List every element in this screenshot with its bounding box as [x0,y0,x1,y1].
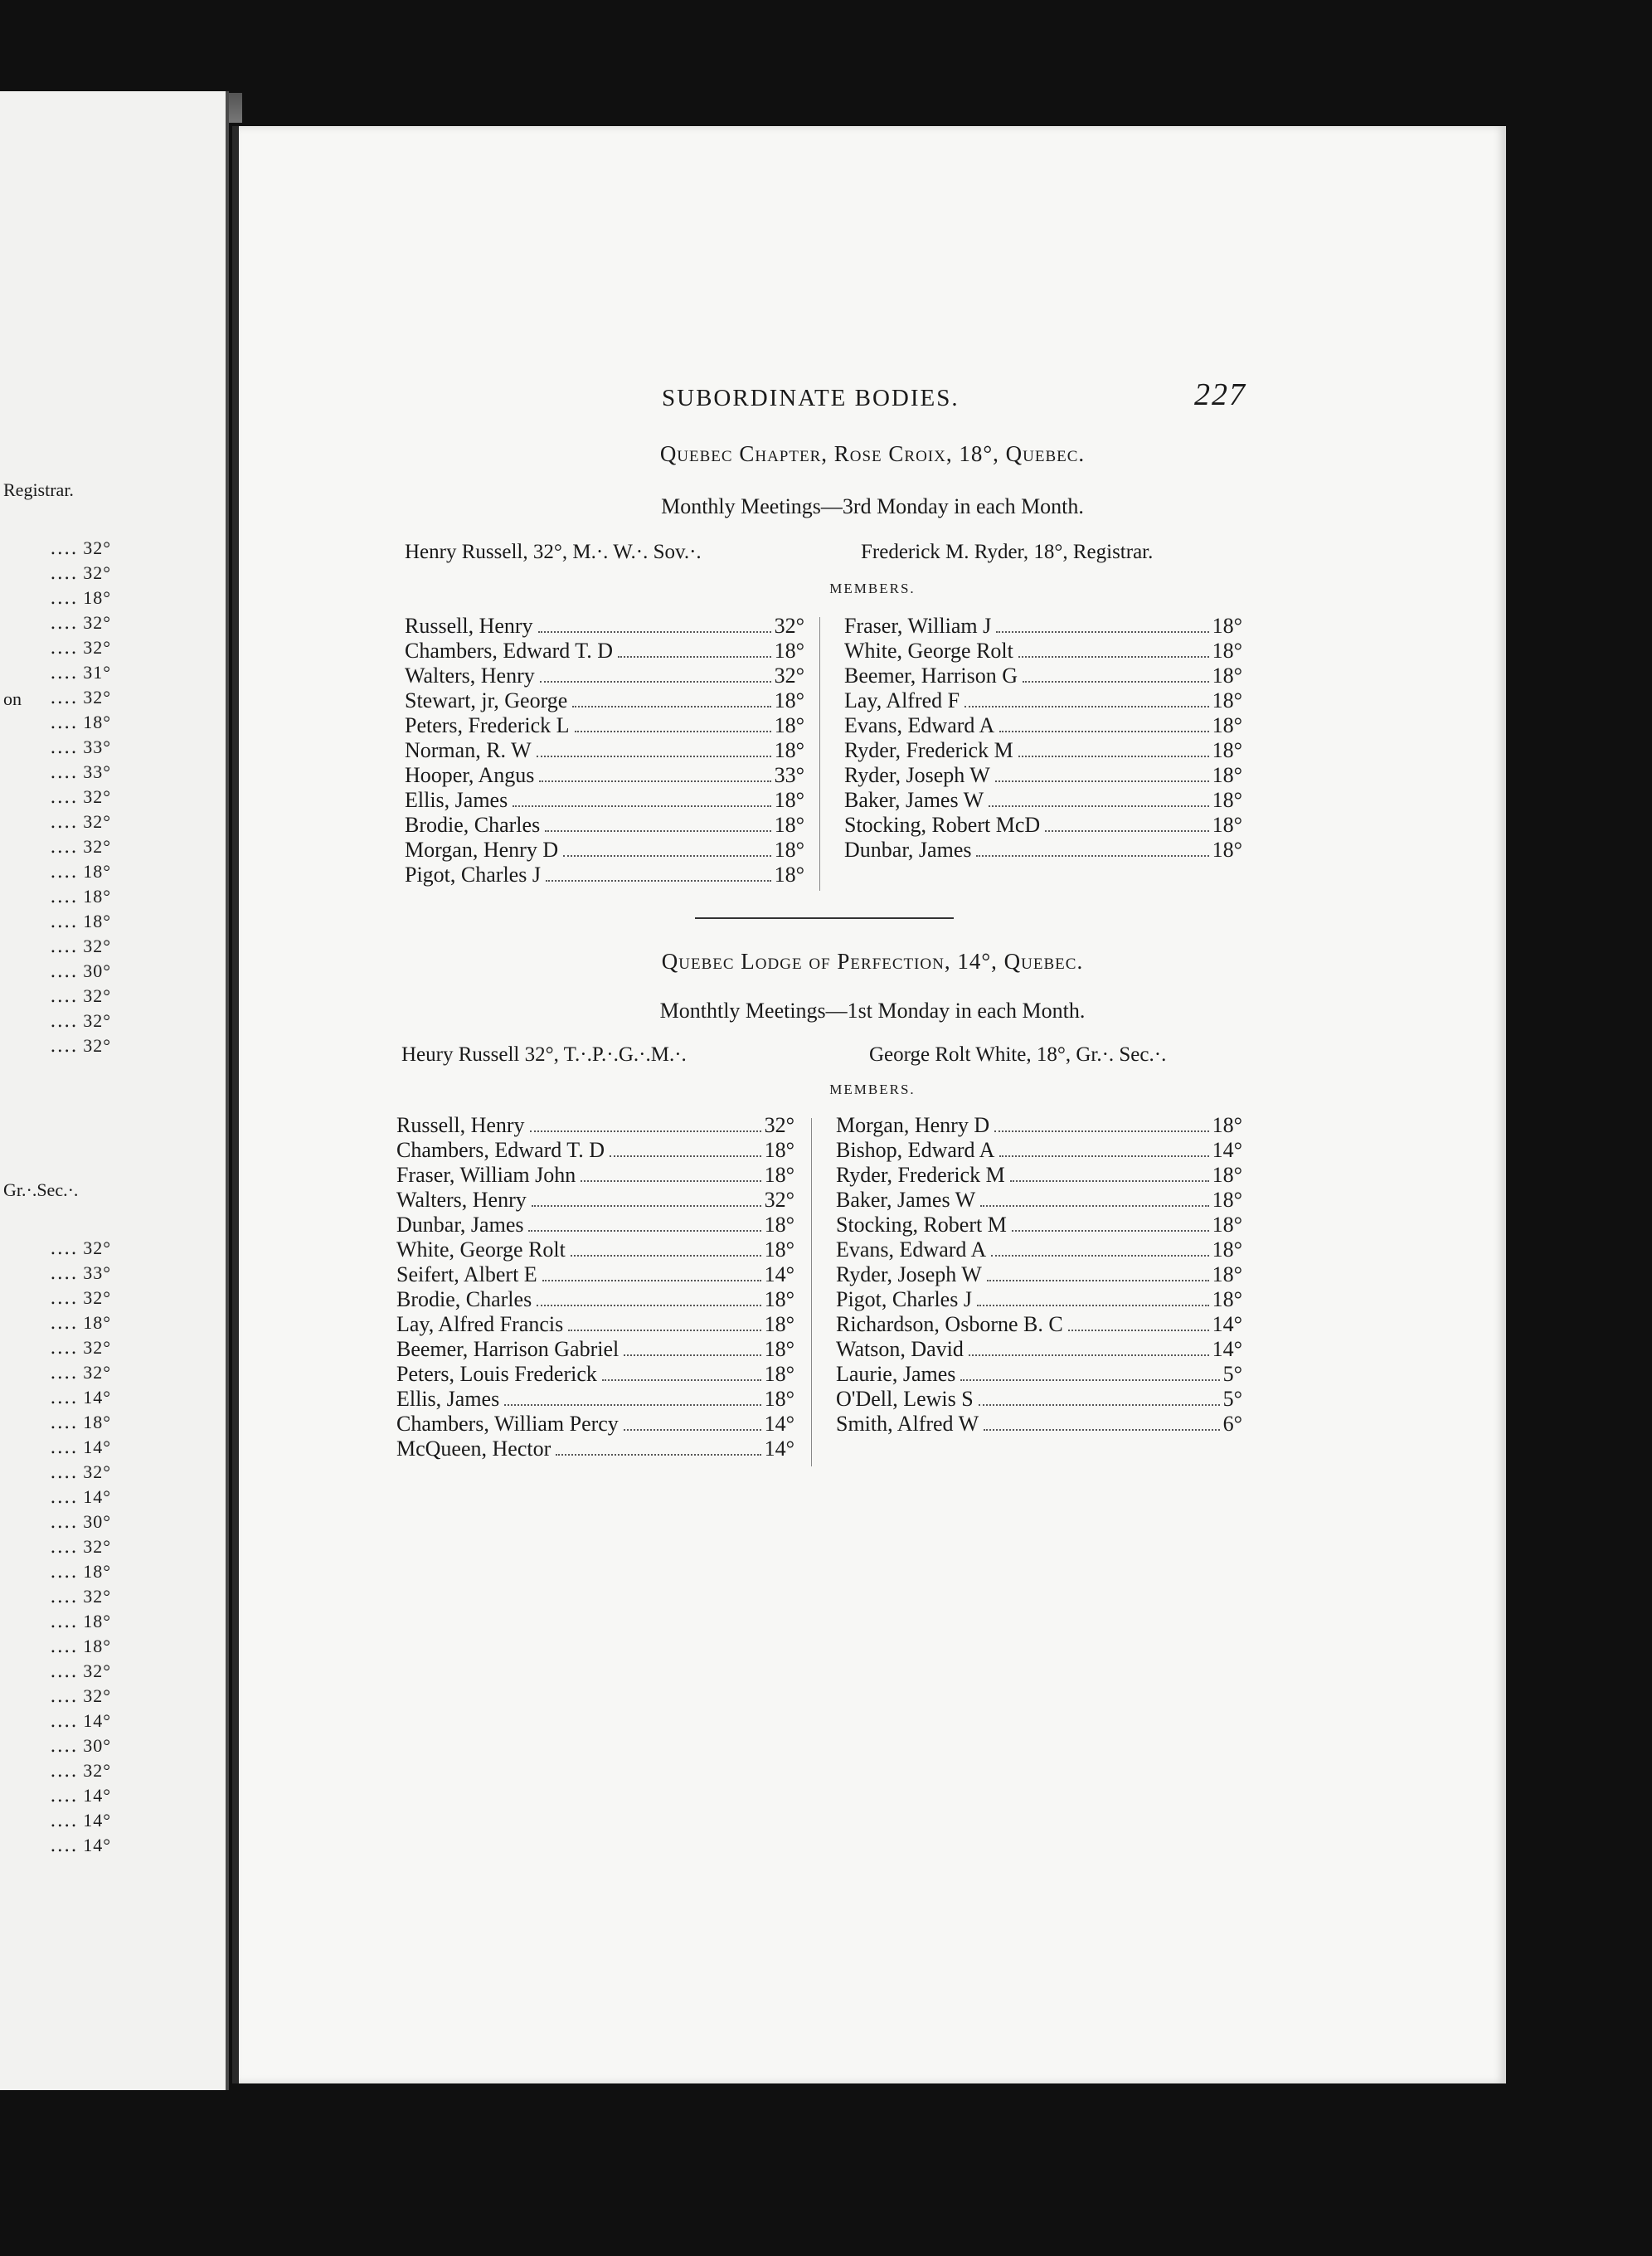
left-degree: ․․․․ 18° [50,861,111,882]
leader-dots [1023,681,1209,683]
member-degree: 18° [764,1138,794,1162]
leader-dots [960,1379,1219,1381]
left-degree: ․․․․ 32° [50,562,111,583]
left-degree: ․․․․ 14° [50,1387,111,1408]
leader-dots [979,1404,1220,1406]
left-degree: ․․․․ 32° [50,1586,111,1607]
member-row [836,1387,1242,1412]
left-degree: ․․․․ 32° [50,1660,111,1681]
leader-dots [556,1454,760,1456]
member-row [844,738,1242,763]
member-degree: 18° [764,1287,794,1311]
member-degree: 18° [1212,1262,1242,1286]
leader-dots [581,1180,760,1182]
left-degree: ․․․․ 18° [50,1312,111,1333]
left-degree: ․․․․ 18° [50,911,111,931]
member-degree: 14° [764,1437,794,1461]
lodge-meetings: Monthtly Meetings—1st Monday in each Month. [659,999,1086,1023]
left-degree: ․․․․ 33° [50,737,111,757]
member-name: Stewart, jr, George [405,688,568,712]
leader-dots [618,656,771,658]
lodge-officer-left: Heury Russell 32°, T.·.P.·.G.·.M.·. [401,1043,687,1066]
leader-dots [1018,756,1209,757]
leader-dots [999,1155,1208,1157]
left-degree: ․․․․ 14° [50,1835,111,1855]
member-row [836,1138,1242,1163]
member-degree: 18° [1212,1163,1242,1187]
member-degree: 6° [1222,1412,1242,1436]
member-row [405,664,804,688]
leader-dots [563,855,770,857]
member-degree: 18° [774,688,804,712]
member-row [405,713,804,738]
member-name: Ellis, James [396,1387,500,1411]
member-degree: 18° [774,788,804,812]
member-row [396,1437,794,1461]
member-row [405,639,804,664]
member-row [396,1237,794,1262]
member-row [396,1188,794,1213]
member-row [836,1213,1242,1237]
member-name: Lay, Alfred Francis [396,1312,564,1336]
member-degree: 18° [1212,763,1242,787]
member-row [844,664,1242,688]
member-degree: 18° [1212,788,1242,812]
left-degree: ․․․․ 32° [50,637,111,658]
left-degree: ․․․․ 32° [50,1035,111,1056]
column-divider [819,617,820,891]
member-name: Hooper, Angus [405,763,535,787]
member-name: White, George Rolt [396,1237,566,1262]
member-row [844,788,1242,813]
member-degree: 14° [764,1262,794,1286]
leader-dots [624,1354,760,1356]
member-degree: 14° [764,1412,794,1436]
leader-dots [568,1330,760,1331]
column-divider [811,1118,812,1466]
chapter-title: Quebec Chapter, Rose Croix, 18°, Quebec. [659,441,1086,466]
member-name: Brodie, Charles [396,1287,532,1311]
member-name: Evans, Edward A [836,1237,987,1262]
page-number: 227 [1194,377,1246,412]
chapter-members-heading: MEMBERS. [829,581,916,596]
leader-dots [969,1354,1209,1356]
member-degree: 14° [1212,1138,1242,1162]
member-name: Ellis, James [405,788,508,812]
member-degree: 14° [1212,1312,1242,1336]
left-degree: ․․․․ 32° [50,936,111,956]
left-fragment-on: on [3,688,22,709]
leader-dots [1012,1230,1209,1232]
member-name: Russell, Henry [405,614,533,638]
member-row [844,713,1242,738]
leader-dots [528,1230,760,1232]
left-degree: ․․․․ 32° [50,786,111,807]
leader-dots [513,805,770,807]
left-degree: ․․․․ 30° [50,960,111,981]
leader-dots [996,631,1208,633]
leader-dots [977,1305,1209,1306]
member-name: Walters, Henry [396,1188,527,1212]
member-name: Richardson, Osborne B. C [836,1312,1063,1336]
chapter-members-left [405,614,804,887]
member-row [844,614,1242,639]
leader-dots [539,780,770,782]
member-degree: 18° [774,639,804,663]
left-degree: ․․․․ 32° [50,1685,111,1706]
member-degree: 18° [1212,664,1242,688]
leader-dots [504,1404,760,1406]
member-row [396,1262,794,1287]
leader-dots [991,1255,1208,1257]
member-row [836,1262,1242,1287]
member-degree: 18° [764,1312,794,1336]
member-name: Morgan, Henry D [836,1113,990,1137]
leader-dots [540,681,771,683]
member-row [836,1163,1242,1188]
member-degree: 18° [764,1163,794,1187]
member-name: Laurie, James [836,1362,956,1386]
member-name: White, George Rolt [844,639,1013,663]
member-name: Dunbar, James [844,838,972,862]
left-degree: ․․․․ 32° [50,811,111,832]
chapter-officer-left: Henry Russell, 32°, M.·. W.·. Sov.·. [405,541,702,563]
member-row [844,838,1242,863]
member-row [405,614,804,639]
leader-dots [1045,830,1208,832]
lodge-title: Quebec Lodge of Perfection, 14°, Quebec. [661,949,1084,974]
member-row [405,838,804,863]
member-degree: 5° [1222,1387,1242,1411]
member-row [844,688,1242,713]
left-degree: ․․․․ 32° [50,1536,111,1557]
left-degree: ․․․․ 18° [50,1636,111,1656]
member-name: Watson, David [836,1337,964,1361]
leader-dots [995,780,1209,782]
member-name: Peters, Louis Frederick [396,1362,597,1386]
member-name: Dunbar, James [396,1213,524,1237]
left-fragment-registrar: Registrar. [3,479,74,500]
leader-dots [546,880,771,882]
member-name: Chambers, William Percy [396,1412,619,1436]
member-name: Fraser, William J [844,614,992,638]
left-degree: ․․․․ 18° [50,1561,111,1582]
leader-dots [537,756,771,757]
left-degree: ․․․․ 18° [50,587,111,608]
member-name: Ryder, Frederick M [844,738,1013,762]
member-name: Chambers, Edward T. D [405,639,614,663]
member-name: Norman, R. W [405,738,532,762]
member-name: Baker, James W [836,1188,976,1212]
member-degree: 18° [1212,639,1242,663]
leader-dots [624,1429,761,1431]
member-degree: 18° [1212,688,1242,712]
leader-dots [610,1155,761,1157]
leader-dots [530,1130,761,1132]
member-degree: 18° [1212,813,1242,837]
member-row [836,1188,1242,1213]
leader-dots [532,1205,761,1207]
left-degree: ․․․․ 32° [50,1287,111,1308]
left-degree: ․․․․ 32° [50,1760,111,1781]
left-degree: ․․․․ 32° [50,612,111,633]
leader-dots [987,1280,1209,1281]
member-row [396,1113,794,1138]
member-row [396,1163,794,1188]
left-degree: ․․․․ 32° [50,985,111,1006]
left-degree: ․․․․ 14° [50,1710,111,1731]
left-degree: ․․․․ 33° [50,1262,111,1283]
member-name: McQueen, Hector [396,1437,551,1461]
member-row [396,1387,794,1412]
member-degree: 18° [1212,1113,1242,1137]
member-name: Bishop, Edward A [836,1138,995,1162]
member-degree: 5° [1222,1362,1242,1386]
member-degree: 18° [764,1237,794,1262]
member-row [836,1337,1242,1362]
left-degree: ․․․․ 32° [50,687,111,707]
member-row [396,1412,794,1437]
member-row [396,1312,794,1337]
member-row [405,863,804,887]
leader-dots [1010,1180,1209,1182]
member-degree: 18° [764,1387,794,1411]
member-row [836,1412,1242,1437]
member-degree: 33° [774,763,804,787]
member-degree: 18° [1212,838,1242,862]
member-name: Pigot, Charles J [836,1287,972,1311]
member-degree: 32° [764,1188,794,1212]
member-degree: 18° [774,713,804,737]
leader-dots [1068,1330,1209,1331]
left-degree: ․․․․ 32° [50,1337,111,1358]
chapter-members-right [844,614,1242,863]
member-name: Ryder, Joseph W [836,1262,982,1286]
member-name: Chambers, Edward T. D [396,1138,605,1162]
member-degree: 18° [764,1213,794,1237]
leader-dots [999,731,1208,732]
page-227 [232,126,1506,2083]
member-name: Baker, James W [844,788,984,812]
member-degree: 18° [1212,713,1242,737]
member-name: Seifert, Albert E [396,1262,537,1286]
member-degree: 18° [774,863,804,887]
left-degree: ․․․․ 14° [50,1486,111,1507]
running-head: SUBORDINATE BODIES. [662,385,960,411]
leader-dots [571,1255,761,1257]
left-degree: ․․․․ 31° [50,662,111,683]
left-degree: ․․․․ 18° [50,712,111,732]
left-degree: ․․․․ 32° [50,836,111,857]
member-degree: 18° [1212,614,1242,638]
member-row [396,1362,794,1387]
member-name: Russell, Henry [396,1113,525,1137]
member-name: Ryder, Joseph W [844,763,990,787]
member-degree: 18° [1212,1287,1242,1311]
member-row [405,788,804,813]
member-degree: 32° [764,1113,794,1137]
chapter-officer-right: Frederick M. Ryder, 18°, Registrar. [861,541,1154,563]
member-name: Stocking, Robert M [836,1213,1007,1237]
section-divider [695,917,954,919]
member-degree: 18° [1212,1237,1242,1262]
left-fragment-sec: Gr.·.Sec.·. [3,1179,79,1200]
member-name: O'Dell, Lewis S [836,1387,974,1411]
member-name: Lay, Alfred F [844,688,960,712]
left-degree: ․․․․ 30° [50,1511,111,1532]
leader-dots [542,1280,761,1281]
leader-dots [984,1429,1219,1431]
member-degree: 18° [774,813,804,837]
member-row [405,813,804,838]
left-degree: ․․․․ 14° [50,1437,111,1457]
leader-dots [964,706,1208,707]
member-name: Evans, Edward A [844,713,995,737]
member-name: Walters, Henry [405,664,535,688]
member-name: Beemer, Harrison Gabriel [396,1337,620,1361]
lodge-members-right [836,1113,1242,1437]
left-degree: ․․․․ 33° [50,761,111,782]
member-row [405,738,804,763]
member-name: Pigot, Charles J [405,863,541,887]
left-degree: ․․․․ 32° [50,1010,111,1031]
member-degree: 18° [764,1362,794,1386]
member-name: Morgan, Henry D [405,838,559,862]
member-name: Fraser, William John [396,1163,576,1187]
left-degree: ․․․․ 14° [50,1785,111,1806]
member-degree: 18° [774,738,804,762]
leader-dots [602,1379,761,1381]
member-name: Beemer, Harrison G [844,664,1018,688]
member-row [844,639,1242,664]
lodge-members-heading: MEMBERS. [829,1082,916,1097]
member-row [396,1287,794,1312]
leader-dots [575,731,771,732]
member-row [836,1287,1242,1312]
member-row [836,1312,1242,1337]
leader-dots [980,1205,1208,1207]
member-row [396,1213,794,1237]
left-degree: ․․․․ 32° [50,1362,111,1383]
member-row [844,813,1242,838]
lodge-members-left [396,1113,794,1461]
left-degree: ․․․․ 32° [50,1237,111,1258]
member-row [396,1138,794,1163]
member-name: Brodie, Charles [405,813,541,837]
member-row [405,688,804,713]
chapter-meetings: Monthly Meetings—3rd Monday in each Month. [661,494,1084,518]
member-degree: 18° [1212,738,1242,762]
member-row [836,1237,1242,1262]
member-degree: 18° [764,1337,794,1361]
left-page [0,91,229,2090]
member-name: Smith, Alfred W [836,1412,979,1436]
leader-dots [976,855,1208,857]
member-degree: 14° [1212,1337,1242,1361]
member-degree: 32° [774,614,804,638]
member-row [396,1337,794,1362]
leader-dots [545,830,770,832]
member-row [405,763,804,788]
member-degree: 18° [1212,1188,1242,1212]
left-degree: ․․․․ 18° [50,1611,111,1631]
left-degree: ․․․․ 30° [50,1735,111,1756]
leader-dots [537,1305,760,1306]
member-degree: 18° [1212,1213,1242,1237]
leader-dots [1018,656,1209,658]
left-degree: ․․․․ 14° [50,1810,111,1831]
leader-dots [538,631,771,633]
left-degree: ․․․․ 18° [50,886,111,907]
member-row [836,1113,1242,1138]
member-degree: 32° [774,664,804,688]
member-name: Peters, Frederick L [405,713,570,737]
member-row [844,763,1242,788]
member-name: Ryder, Frederick M [836,1163,1005,1187]
member-degree: 18° [774,838,804,862]
left-degree: ․․․․ 18° [50,1412,111,1432]
leader-dots [989,805,1208,807]
leader-dots [572,706,770,707]
lodge-officer-right: George Rolt White, 18°, Gr.·. Sec.·. [869,1043,1167,1066]
member-name: Stocking, Robert McD [844,813,1041,837]
member-row [836,1362,1242,1387]
leader-dots [994,1130,1208,1132]
left-degree: ․․․․ 32° [50,537,111,558]
left-degree: ․․․․ 32° [50,1461,111,1482]
